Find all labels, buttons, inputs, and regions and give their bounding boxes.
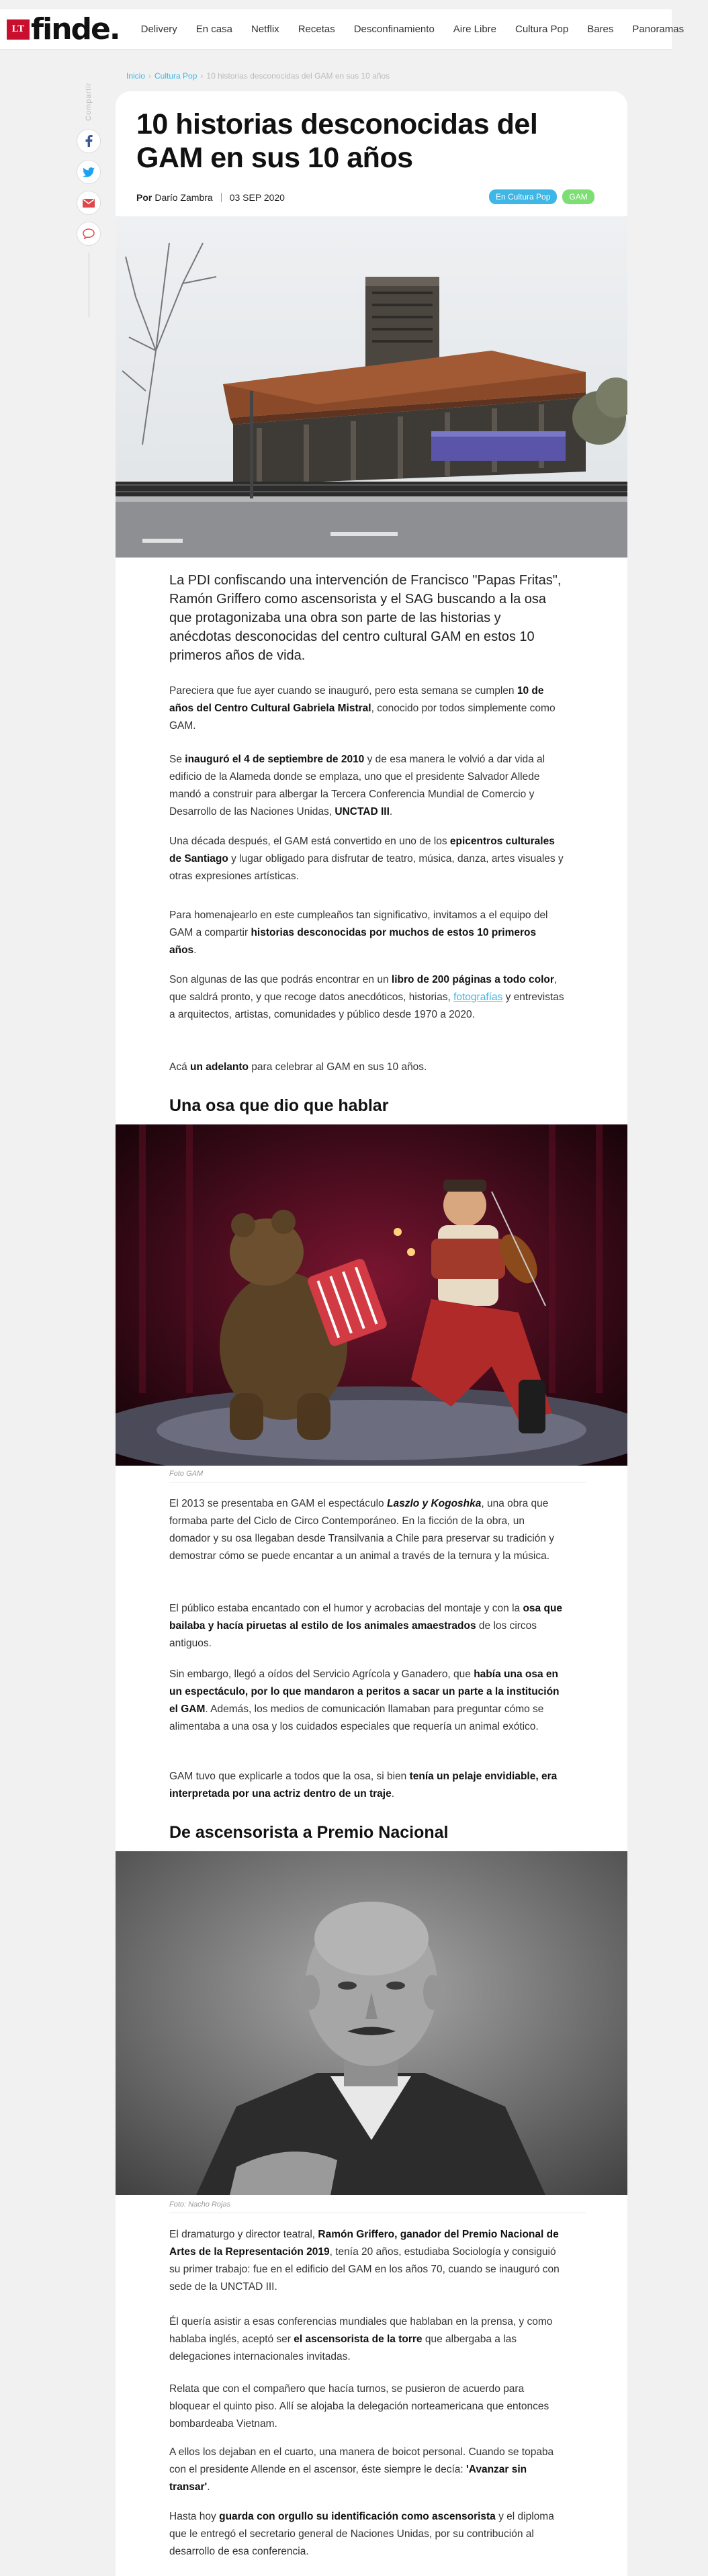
facebook-share-button[interactable] bbox=[77, 129, 101, 153]
text-run: de los circos antiguos. bbox=[169, 1620, 537, 1649]
paragraph-13 bbox=[169, 2381, 566, 2433]
text-run: para celebrar al GAM en sus 10 años. bbox=[249, 1061, 427, 1073]
photos-link[interactable]: fotografías bbox=[453, 991, 503, 1003]
text-run: . bbox=[391, 1788, 395, 1800]
breadcrumb bbox=[126, 71, 390, 81]
site-logo[interactable] bbox=[7, 11, 120, 46]
bold-run: historias desconocidas por muchos de estos 10 primeros años bbox=[169, 927, 537, 956]
nav-panoramas[interactable]: Panoramas bbox=[632, 24, 684, 35]
text-run: . Además, los medios de comunicación llamaban para preguntar cómo se alimentaba a una osa y los cuidados especiales que requería un animal exótico. bbox=[169, 1703, 544, 1732]
breadcrumb-home[interactable]: Inicio bbox=[126, 71, 146, 81]
text-run: Sin embargo, llegó a oídos del Servicio Agrícola y Ganadero, que bbox=[169, 1669, 474, 1680]
nav-netflix[interactable]: Netflix bbox=[251, 24, 279, 35]
twitter-icon bbox=[83, 167, 95, 177]
email-icon bbox=[83, 199, 95, 208]
text-run: Se bbox=[169, 754, 185, 765]
paragraph-11 bbox=[169, 2226, 566, 2296]
text-run: , tenía 20 años, estudiaba Sociología y consiguió su primer trabajo: fue en el edificio del GAM en los años 70, cuando se inauguró con sede de la UNCTAD III. bbox=[169, 2246, 560, 2293]
gam-building-illustration bbox=[116, 216, 627, 558]
bold-run: había una osa en un espectáculo, por lo que mandaron a peritos a sacar un parte a la institución el GAM bbox=[169, 1669, 560, 1715]
bold-run: guarda con orgullo su identificación como ascensorista bbox=[219, 2511, 496, 2522]
bold-run: tenía un pelaje envidiable, era interpretada por una actriz dentro de un traje bbox=[169, 1771, 558, 1800]
section-heading-osa: Una osa que dio que hablar bbox=[169, 1096, 389, 1115]
caption-ascensorista: Foto: Nacho Rojas bbox=[169, 2201, 231, 2209]
comments-button[interactable] bbox=[77, 222, 101, 246]
tag-gam[interactable]: GAM bbox=[562, 189, 594, 204]
site-header bbox=[0, 9, 684, 50]
share-label: Compartir bbox=[85, 82, 93, 121]
publish-date: 03 SEP 2020 bbox=[229, 192, 285, 203]
comment-icon bbox=[83, 228, 95, 239]
text-run: que albergaba a las delegaciones internacionales invitadas. bbox=[169, 2334, 517, 2362]
bold-run: epicentros culturales de Santiago bbox=[169, 836, 555, 864]
bold-run: el ascensorista de la torre bbox=[294, 2334, 423, 2345]
section-heading-ascensorista: De ascensorista a Premio Nacional bbox=[169, 1823, 449, 1842]
bold-run: un adelanto bbox=[190, 1061, 249, 1073]
nav-aire-libre[interactable]: Aire Libre bbox=[453, 24, 496, 35]
nav-cultura-pop[interactable]: Cultura Pop bbox=[515, 24, 569, 35]
text-run: , una obra que formaba parte del Ciclo de Circo Contemporáneo. En la ficción de la obra, un domador y su osa llegaban desde Transilvania a Chile para preservar su tradición y demostrar cómo se puede encantar a un animal a través de la ternura y la música. bbox=[169, 1498, 554, 1562]
bold-run: UNCTAD III bbox=[335, 806, 390, 817]
text-run: y lugar obligado para disfrutar de teatro, música, danza, artes visuales y otras expresiones artísticas. bbox=[169, 853, 564, 882]
text-run: Pareciera que fue ayer cuando se inauguró, pero esta semana se cumplen bbox=[169, 685, 517, 697]
paragraph-14 bbox=[169, 2444, 566, 2496]
text-run: y de esa manera le volvió a dar vida al edificio de la Alameda donde se emplaza, uno que el presidente Salvador Allede mandó a construir para albergar la Tercera Conferencia Mundial de Comercio y Desarrollo de las Naciones Unidas, bbox=[169, 754, 545, 817]
paragraph-4 bbox=[169, 907, 566, 959]
paragraph-3 bbox=[169, 833, 566, 885]
griffero-portrait-image bbox=[116, 1851, 627, 2195]
nav-en-casa[interactable]: En casa bbox=[195, 24, 232, 35]
byline-separator bbox=[221, 193, 222, 202]
text-run: El dramaturgo y director teatral, bbox=[169, 2229, 318, 2240]
breadcrumb-section[interactable]: Cultura Pop bbox=[154, 71, 197, 81]
text-run: . bbox=[389, 806, 393, 817]
paragraph-2 bbox=[169, 751, 566, 821]
tag-cultura-pop[interactable]: En Cultura Pop bbox=[489, 189, 557, 204]
article-byline bbox=[136, 192, 285, 203]
logo-word: finde. bbox=[31, 11, 120, 46]
text-run: Una década después, el GAM está convertido en uno de los bbox=[169, 836, 450, 847]
paragraph-8 bbox=[169, 1600, 566, 1652]
text-run: y entrevistas a arquitectos, artistas, comunidades y público desde 1970 a 2020. bbox=[169, 991, 564, 1020]
text-run: Son algunas de las que podrás encontrar en un bbox=[169, 974, 392, 985]
bold-run: Ramón Griffero, ganador del Premio Nacional de Artes de la Representación 2019 bbox=[169, 2229, 559, 2258]
circus-bear-illustration bbox=[116, 1124, 627, 1466]
nav-recetas[interactable]: Recetas bbox=[298, 24, 335, 35]
text-run: Hasta hoy bbox=[169, 2511, 220, 2522]
bold-run: osa que bailaba y hacía piruetas al estilo de los animales amaestrados bbox=[169, 1603, 563, 1632]
nav-delivery[interactable]: Delivery bbox=[140, 24, 177, 35]
bold-run: inauguró el 4 de septiembre de 2010 bbox=[185, 754, 365, 765]
bold-run: libro de 200 páginas a todo color bbox=[391, 974, 554, 985]
paragraph-10 bbox=[169, 1768, 566, 1803]
share-sidebar bbox=[75, 79, 102, 317]
text-run: y el diploma que le entregó el secretario general de Naciones Unidas, por su contribución al desarrollo de esa conferencia. bbox=[169, 2511, 554, 2557]
nav-desconfinamiento[interactable]: Desconfinamiento bbox=[353, 24, 435, 35]
author-name[interactable]: Darío Zambra bbox=[154, 192, 213, 203]
paragraph-9 bbox=[169, 1666, 566, 1736]
breadcrumb-sep: › bbox=[200, 71, 204, 81]
paragraph-1 bbox=[169, 682, 566, 735]
main-nav bbox=[132, 24, 694, 35]
text-run: Relata que con el compañero que hacía turnos, se pusieron de acuerdo para bloquear el quinto piso. Allí se alojaba la delegación norteamericana que entonces bombardeaba Vietnam. bbox=[169, 2383, 549, 2430]
paragraph-5 bbox=[169, 971, 566, 1024]
breadcrumb-sep: › bbox=[148, 71, 152, 81]
text-run: , conocido por todos simplemente como GAM. bbox=[169, 703, 556, 731]
text-run: El 2013 se presentaba en GAM el espectáculo bbox=[169, 1498, 387, 1509]
text-run: Acá bbox=[169, 1061, 191, 1073]
text-run: . bbox=[193, 944, 197, 956]
text-run: Él quería asistir a esas conferencias mundiales que hablaban en la prensa, y como hablaba inglés, aceptó ser bbox=[169, 2316, 553, 2345]
text-run: . bbox=[207, 2481, 210, 2493]
text-run: , que saldrá pronto, y que recoge datos anecdóticos, historias, bbox=[169, 974, 558, 1003]
bear-show-image bbox=[116, 1124, 627, 1466]
text-run: El público estaba encantado con el humor y acrobacias del montaje y con la bbox=[169, 1603, 523, 1614]
paragraph-15 bbox=[169, 2508, 566, 2561]
paragraph-6 bbox=[169, 1059, 566, 1076]
text-run: Para homenajearlo en este cumpleaños tan significativo, invitamos a el equipo del GAM a compartir bbox=[169, 909, 548, 938]
article-tags bbox=[489, 189, 594, 204]
breadcrumb-current: 10 historias desconocidas del GAM en sus 10 años bbox=[206, 71, 390, 81]
portrait-illustration bbox=[116, 1851, 627, 2195]
show-title: Laszlo y Kogoshka bbox=[386, 1498, 482, 1509]
paragraph-12 bbox=[169, 2313, 566, 2366]
email-share-button[interactable] bbox=[77, 191, 101, 215]
byline-prefix: Por bbox=[136, 192, 152, 203]
bold-run: 10 de años del Centro Cultural Gabriela Mistral bbox=[169, 685, 544, 714]
text-run: GAM tuvo que explicarle a todos que la osa, si bien bbox=[169, 1771, 410, 1782]
article-title: 10 historias desconocidas del GAM en sus 10 años bbox=[136, 108, 538, 174]
logo-badge: LT bbox=[7, 19, 30, 40]
facebook-icon bbox=[84, 135, 93, 147]
article-lead: La PDI confiscando una intervención de Francisco "Papas Fritas", Ramón Griffero como ascensorista y el SAG buscando a la osa que protagonizaba una obra son parte de las historias y anécdotas desconocidas del centro cultural GAM en estos 10 primeros años de vida. bbox=[169, 573, 562, 663]
hero-image bbox=[116, 216, 627, 558]
twitter-share-button[interactable] bbox=[77, 160, 101, 184]
caption-osa: Foto GAM bbox=[169, 1470, 204, 1478]
nav-bares[interactable]: Bares bbox=[587, 24, 614, 35]
text-run: A ellos los dejaban en el cuarto, una manera de boicot personal. Cuando se topaba con el presidente Allende en el ascensor, éste siempre le decía: bbox=[169, 2446, 554, 2475]
paragraph-7 bbox=[169, 1495, 566, 1565]
bold-run: 'Avanzar sin transar' bbox=[169, 2464, 527, 2493]
